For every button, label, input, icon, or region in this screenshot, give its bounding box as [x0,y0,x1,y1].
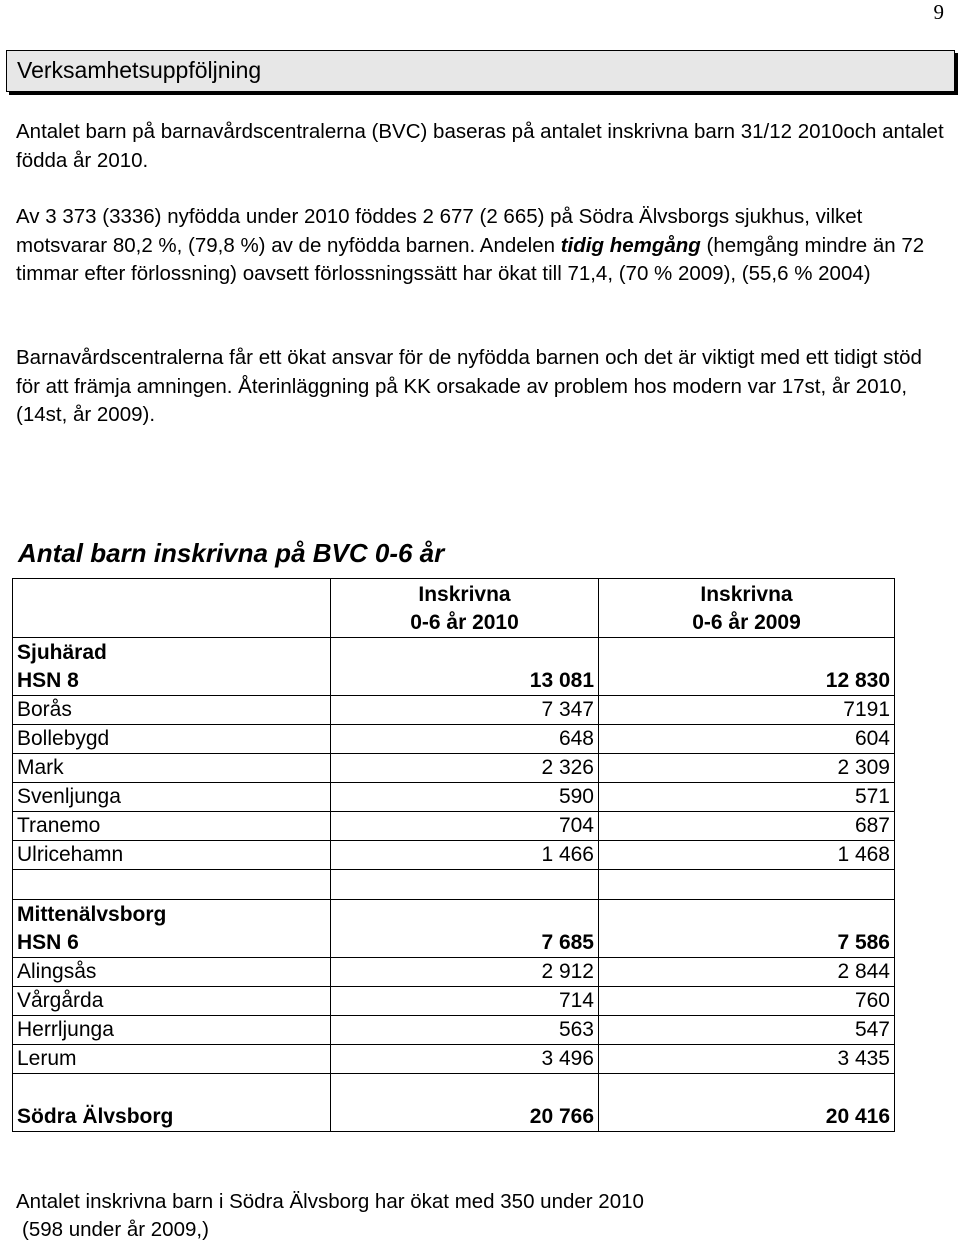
table-cell: Herrljunga [13,1016,331,1045]
table-cell: Svenljunga [13,783,331,812]
group-sjuharad-name: Sjuhärad [17,641,107,664]
table-cell: 3 435 [599,1045,895,1074]
table-cell: 687 [599,812,895,841]
table-cell: 1 466 [331,841,599,870]
table-cell: 7 347 [331,696,599,725]
table-cell: 648 [331,725,599,754]
table-cell: 1 468 [599,841,895,870]
grand-total-row [13,1074,895,1132]
group-mittenalvsborg-total-row [13,900,895,958]
table-cell [13,870,331,900]
table-cell: 3 496 [331,1045,599,1074]
section-title: Verksamhetsuppföljning [17,57,262,83]
paragraph-bvc-basis: Antalet barn på barnavårdscentralerna (BVC) baseras på antalet inskrivna barn 31/12 2010och antalet födda år 2010. [16,120,944,172]
table-cell [331,870,599,900]
table-cell: 2 326 [331,754,599,783]
table-row [13,987,895,1016]
header-2010-line1: Inskrivna [418,583,511,606]
table-cell: 563 [331,1016,599,1045]
table-cell: 7191 [599,696,895,725]
group-sjuharad-hsn: HSN 8 [17,669,79,692]
table-spacer-row [13,870,895,900]
table-row [13,812,895,841]
header-empty-cell [13,579,331,638]
header-2009-line2: 0-6 år 2009 [692,611,801,634]
header-2009 [599,579,895,638]
paragraph-responsibility: Barnavårdscentralerna får ett ökat ansvar för de nyfödda barnen och det är viktigt med ett tidigt stöd för att främja amningen. Återinläggning på KK orsakade av problem hos modern var 17st, år 2010, (14st, år 2009). [16,346,922,426]
paragraph-births-text-cont: (hemgång mindre än 72 timmar efter förlossning) oavsett förlossningssätt har ökat till 71,4, (70 % 2009), (55,6 % 2004) [16,233,925,285]
table-cell: 7 685 [331,900,599,958]
footer-note [16,1188,644,1244]
group-mittenalvsborg-hsn: HSN 6 [17,931,79,954]
table-cell: 571 [599,783,895,812]
table-cell: 704 [331,812,599,841]
table-title: Antal barn inskrivna på BVC 0-6 år [18,538,445,568]
table-header-row [13,579,895,638]
header-2010 [331,579,599,638]
table-row [13,1016,895,1045]
table-cell: 20 766 [331,1074,599,1132]
table-cell: 760 [599,987,895,1016]
table-row [13,841,895,870]
header-2010-line2: 0-6 år 2010 [410,611,519,634]
bvc-table [12,578,895,1132]
paragraph-births [16,203,946,289]
table-row [13,783,895,812]
footer-line1: Antalet inskrivna barn i Södra Älvsborg har ökat med 350 under 2010 [16,1190,644,1213]
table-row [13,1045,895,1074]
paragraph-births-text: Av 3 373 (3336) nyfödda under 2010 föddes 2 677 (2 665) på Södra Älvsborgs sjukhus, vilket motsvarar 80,2 %, (79,8 %) av de nyfödda barnen. Andelen [16,205,863,257]
table-cell: 604 [599,725,895,754]
group-sjuharad-total-row [13,638,895,696]
table-cell: 7 586 [599,900,895,958]
table-row [13,958,895,987]
table-row [13,725,895,754]
emphasis-tidig-hemgang: tidig hemgång [560,233,701,257]
table-row [13,754,895,783]
table-cell: Ulricehamn [13,841,331,870]
footer-line2: (598 under år 2009,) [22,1218,209,1241]
group-sjuharad-label [13,638,331,696]
table-cell: Lerum [13,1045,331,1074]
group-mittenalvsborg-name: Mittenälvsborg [17,903,167,926]
table-cell: 2 309 [599,754,895,783]
table-cell: Bollebygd [13,725,331,754]
table-cell: 12 830 [599,638,895,696]
table-cell: 714 [331,987,599,1016]
table-cell: 20 416 [599,1074,895,1132]
table-cell: 547 [599,1016,895,1045]
table-cell: 2 912 [331,958,599,987]
table-cell: 2 844 [599,958,895,987]
table-cell: Alingsås [13,958,331,987]
header-2009-line1: Inskrivna [700,583,793,606]
table-cell: 13 081 [331,638,599,696]
table-row [13,696,895,725]
table-cell: Vårgårda [13,987,331,1016]
grand-total-label: Södra Älvsborg [13,1074,331,1132]
table-cell: Tranemo [13,812,331,841]
page-number: 9 [933,0,944,24]
table-cell: Borås [13,696,331,725]
section-header-box [6,50,955,92]
group-mittenalvsborg-label [13,900,331,958]
table-cell: Mark [13,754,331,783]
table-cell: 590 [331,783,599,812]
table-cell [599,870,895,900]
